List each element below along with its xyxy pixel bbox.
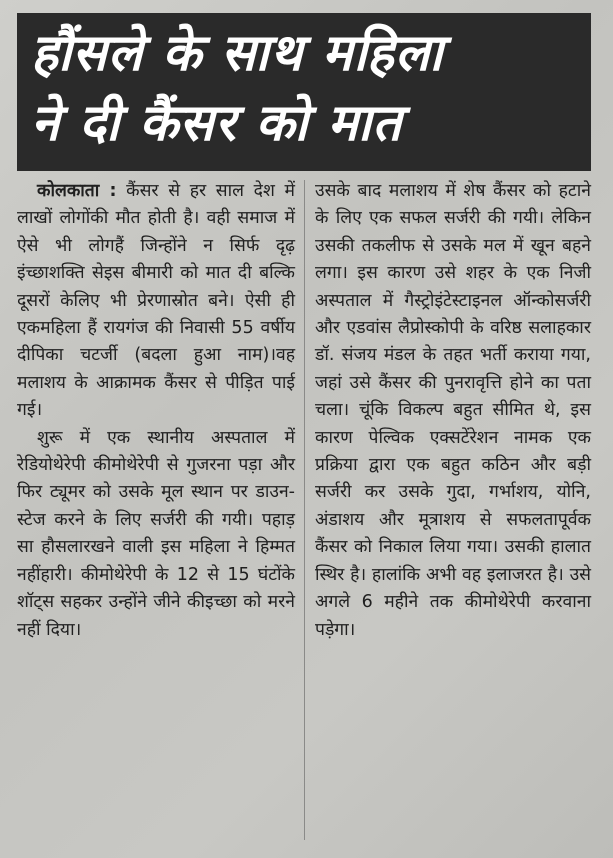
- headline-line-2: ने दी कैंसर को मात: [31, 94, 403, 153]
- dateline: कोलकाता :: [37, 181, 117, 201]
- headline-line-1: हौंसले के साथ महिला: [31, 24, 444, 83]
- column-divider: [304, 180, 305, 840]
- article-paragraph-2: शुरू में एक स्थानीय अस्पताल में रेडियोथेरेपी कीमोथेरेपी से गुजरना पड़ा और फिर ट्यूमर को उसके मूल स्थान पर डाउन-स्टेज करने के लिए सर्जरी की गयी। पहाड़ सा हौसलारखने वाली इस महिला ने हिम्मत नहींहारी। कीमोथेरेपी के 12 से 15 घंटोंके शॉट्स सहकर उन्होंने जीने कीइच्छा को मरने नहीं दिया।: [17, 427, 295, 640]
- article-paragraph-1-text: कैंसर से हर साल देश में लाखों लोगोंकी मौत होती है। वही समाज में ऐसे भी लोगहैं जिन्होंने न सिर्फ दृढ़ इंच्छाशक्ति सेइस बीमारी को मात दी बल्कि दूसरों केलिए भी प्रेरणास्रोत बने। ऐसी ही एकमहिला हैं रायगंज की निवासी 55 वर्षीय दीपिका चटर्जी (बदला हुआ नाम)।वह मलाशय के आक्रामक कैंसर से पीड़ित पाई गई।: [17, 181, 295, 421]
- article-paragraph-1: [17, 178, 295, 425]
- headline-banner: [17, 13, 591, 171]
- article-column-right: [315, 178, 591, 644]
- article-paragraph-3: उसके बाद मलाशय में शेष कैंसर को हटाने के लिए एक सफल सर्जरी की गयी। लेकिन उसकी तकलीफ से उसके मल में खून बहने लगा। इस कारण उसे शहर के एक निजी अस्पताल में गैस्ट्रोइंटेस्टाइनल ऑन्कोसर्जरी और एडवांस लैप्रोस्कोपी के वरिष्ठ सलाहकार डॉ. संजय मंडल के तहत भर्ती कराया गया, जहां उसे कैंसर की पुनरावृत्ति होने का पता चला। चूंकि विकल्प बहुत सीमित थे, इस कारण पेल्विक एक्सटेंरेशन नामक एक प्रक्रिया द्वारा एक बहुत कठिन और बड़ी सर्जरी कर उसके गुदा, गर्भाशय, योनि, अंडाशय और मूत्राशय से सफलतापूर्वक कैंसर को निकाल लिया गया। उसकी हालात स्थिर है। हालांकि अभी वह इलाजरत है। उसे अगले 6 महीने तक कीमोथेरेपी करवाना पड़ेगा।: [315, 181, 591, 640]
- article-column-left: [17, 178, 295, 644]
